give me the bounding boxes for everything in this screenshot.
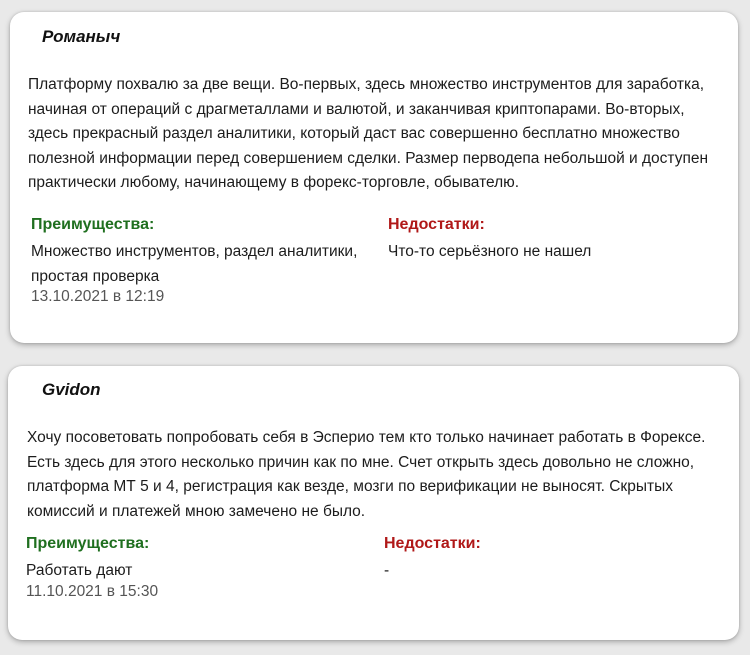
cons-section	[384, 533, 714, 584]
cons-text: Что-то серьёзного не нашел	[388, 243, 592, 260]
cons-label: Недостатки:	[388, 216, 485, 233]
review-card	[10, 12, 738, 343]
cons-label: Недостатки:	[384, 535, 481, 552]
pros-text: Работать дают	[26, 562, 133, 579]
pros-text: Множество инструментов, раздел аналитики, простая проверка	[31, 243, 358, 285]
review-card	[8, 366, 739, 640]
review-text: Хочу посоветовать попробовать себя в Эсперио тем кто только начинает работать в Форексе. Есть здесь для этого несколько причин как по мне. Счет открыть здесь довольно не сложно, платформа МТ 5 и 4, регистрация как везде, мозги по верификации не выносят. Скрытых комиссий и платежей мною замечено не было.	[27, 429, 706, 520]
pros-label: Преимущества:	[31, 216, 155, 233]
pros-section	[26, 533, 376, 584]
review-date: 11.10.2021 в 15:30	[26, 583, 159, 600]
review-text: Платформу похвалю за две вещи. Во-первых, здесь множество инструментов для заработка, начиная от операций с драгметаллами и валютой, и заканчивая криптопарами. Во-вторых, здесь прекрасный раздел аналитики, который даст вас совершенно бесплатно множество полезной информации перед совершением сделки. Размер перводепа небольшой и доступен практически любому, начинающему в форекс-торговле, обывателю.	[28, 76, 709, 191]
cons-section	[388, 214, 718, 265]
review-author: Gvidon	[42, 380, 101, 399]
pros-section	[31, 214, 381, 289]
review-author: Романыч	[42, 27, 121, 46]
pros-label: Преимущества:	[26, 535, 150, 552]
review-date: 13.10.2021 в 12:19	[31, 288, 165, 305]
cons-text: -	[384, 562, 390, 579]
